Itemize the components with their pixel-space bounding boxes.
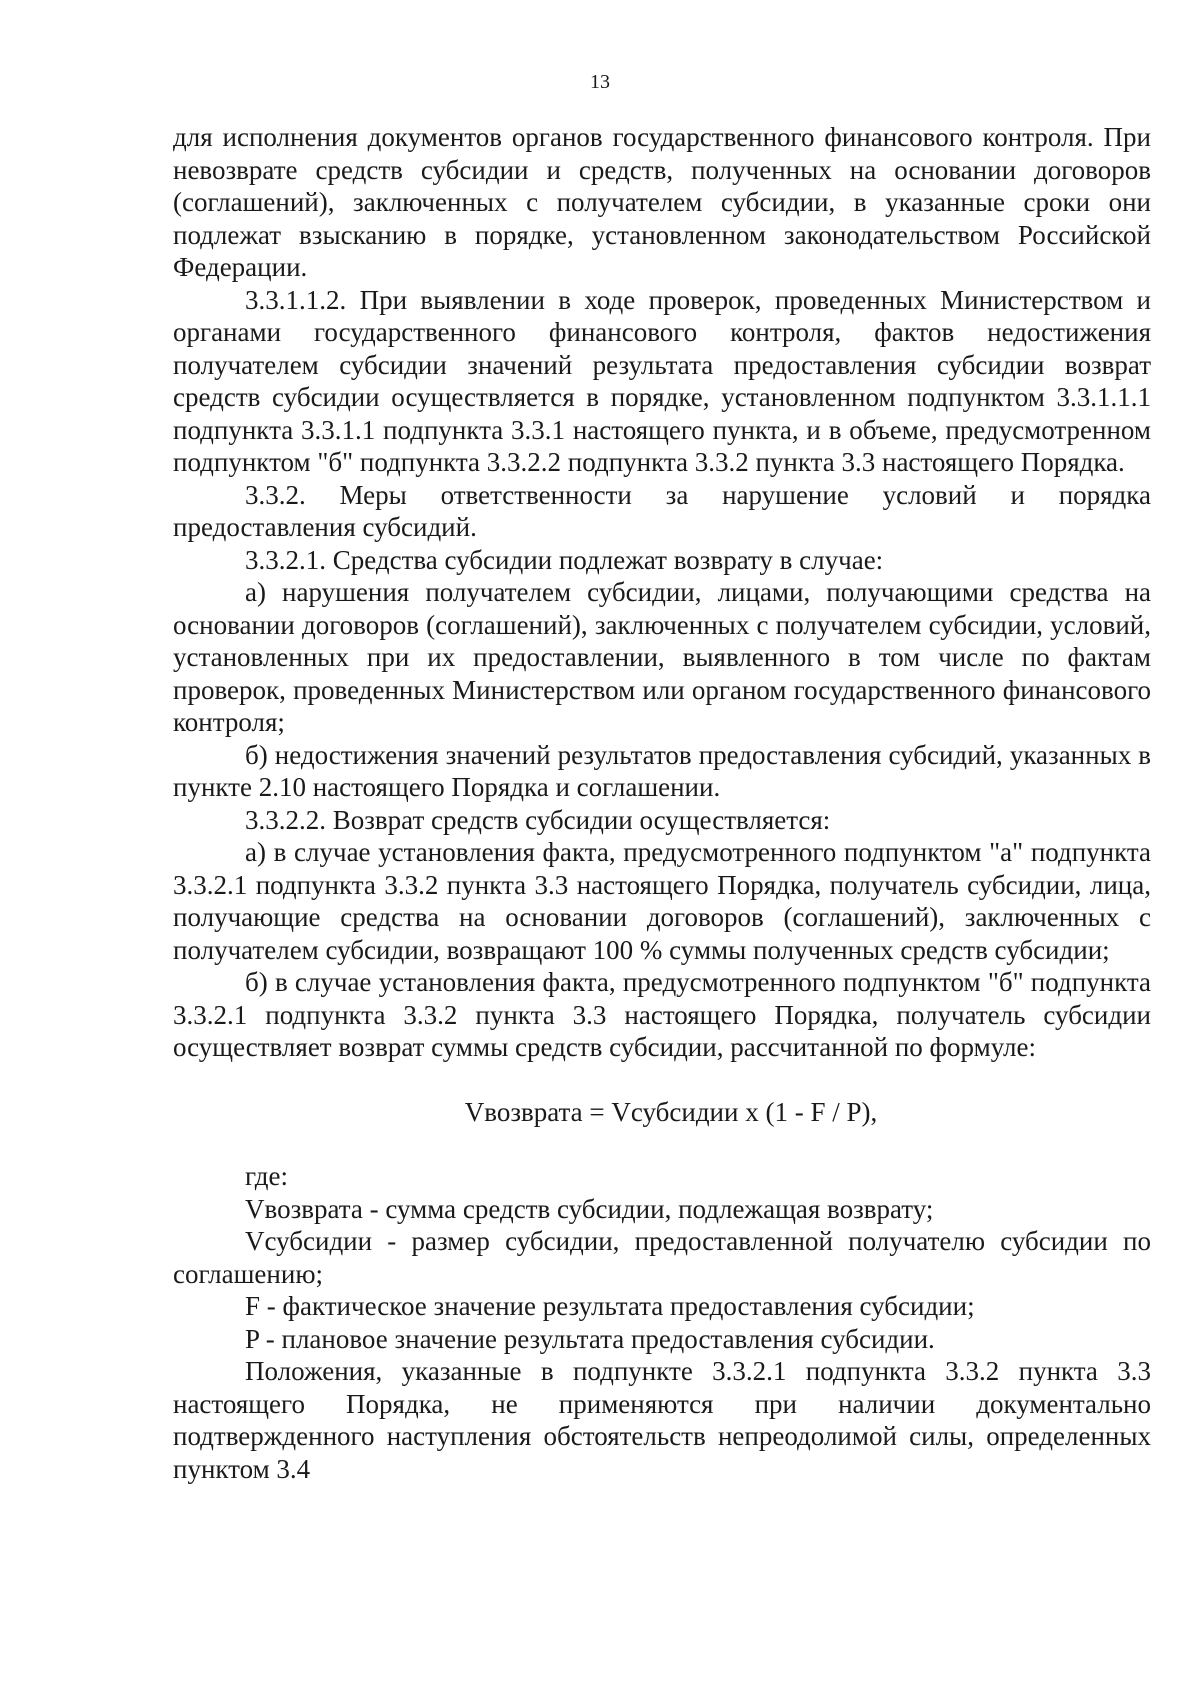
definition-v-return: Vвозврата - сумма средств субсидии, подлежащая возврату; xyxy=(245,1193,934,1224)
paragraph-3-3-2-2: 3.3.2.2. Возврат средств субсидии осуществляется: xyxy=(245,804,831,835)
paragraph-3-3-2-1: 3.3.2.1. Средства субсидии подлежат возврату в случае: xyxy=(245,544,884,575)
paragraph-3-3-2: 3.3.2. Меры ответственности за нарушение условий и порядка предоставления субсидий. xyxy=(173,479,1151,542)
definition-v-subsidy: Vсубсидии - размер субсидии, предоставленной получателю субсидии по соглашению; xyxy=(173,1226,1151,1289)
definition-p: P - плановое значение результата предоставления субсидии. xyxy=(245,1323,935,1354)
list-item-b-nonachievement: б) недостижения значений результатов предоставления субсидий, указанных в пункте 2.10 настоящего Порядка и соглашении. xyxy=(173,739,1151,802)
document-body xyxy=(173,121,1151,1485)
list-item-b-formula-return: б) в случае установления факта, предусмотренного подпунктом "б" подпункта 3.3.2.1 подпункта 3.3.2 пункта 3.3 настоящего Порядка, получатель субсидии осуществляет возврат суммы средств субсидии, рассчитанной по формуле: xyxy=(173,967,1151,1062)
list-item-a-full-return: а) в случае установления факта, предусмотренного подпунктом "а" подпункта 3.3.2.1 подпункта 3.3.2 пункта 3.3 настоящего Порядка, получатель субсидии, лица, получающие средства на основании договоров (соглашений), заключенных с получателем субсидии, возвращают 100 % суммы полученных средств субсидии; xyxy=(173,837,1151,965)
formula-where: где: xyxy=(245,1161,288,1191)
paragraph-3-3-1-1-2: 3.3.1.1.2. При выявлении в ходе проверок, проведенных Министерством и органами государственного финансового контроля, фактов недостижения получателем субсидии значений результата предоставления субсидии возврат средств субсидии осуществляется в порядке, установленном подпунктом 3.3.1.1.1 подпункта 3.3.1.1 подпункта 3.3.1 настоящего пункта, и в объеме, предусмотренном подпунктом "б" подпункта 3.3.2.2 подпункта 3.3.2 пункта 3.3 настоящего Порядка. xyxy=(173,284,1151,477)
list-item-a-violation: а) нарушения получателем субсидии, лицами, получающими средства на основании договоров (соглашений), заключенных с получателем субсидии, условий, установленных при их предоставлении, выявленного в том числе по фактам проверок, проведенных Министерством или органом государственного финансового контроля; xyxy=(173,577,1151,737)
page-number: 13 xyxy=(590,71,610,93)
return-formula: Vвозврата = Vсубсидии x (1 - F / P), xyxy=(464,1096,878,1127)
paragraph-continuation: для исполнения документов органов государственного финансового контроля. При невозврате средств субсидии и средств, полученных на основании договоров (соглашений), заключенных с получателем субсидии, в указанные сроки они подлежат взысканию в порядке, установленном законодательством Российской Федерации. xyxy=(173,122,1151,282)
definition-f: F - фактическое значение результата предоставления субсидии; xyxy=(245,1291,975,1321)
paragraph-force-majeure: Положения, указанные в подпункте 3.3.2.1 подпункта 3.3.2 пункта 3.3 настоящего Порядка, не применяются при наличии документально подтвержденного наступления обстоятельств непреодолимой силы, определенных пунктом 3.4 xyxy=(173,1356,1151,1484)
